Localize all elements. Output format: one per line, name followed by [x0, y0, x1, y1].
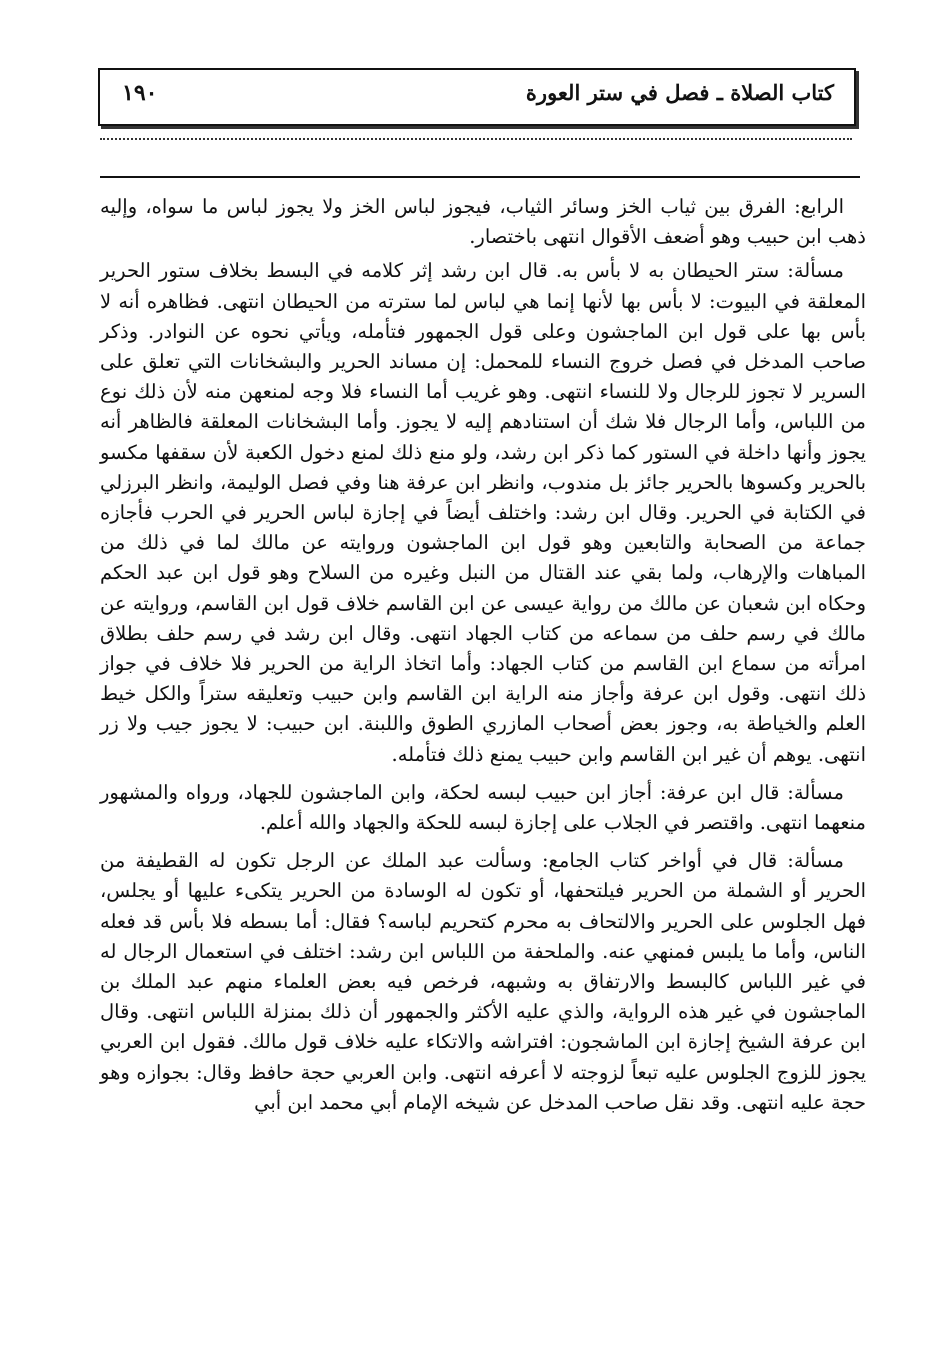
dotted-divider	[100, 138, 852, 140]
header-rule	[100, 176, 860, 178]
paragraph-3: مسألة: قال ابن عرفة: أجاز ابن حبيب لبسه لحكة، وابن الماجشون للجهاد، ورواه والمشهور منعهما انتهى. واقتصر في الجلاب على إجازة لبسه للحكة والجهاد والله أعلم.	[100, 780, 866, 835]
running-header	[98, 68, 856, 126]
paragraph-2: مسألة: ستر الحيطان به لا بأس به. قال ابن رشد إثر كلامه في البسط بخلاف ستور الحرير المعلقة في البيوت: لا بأس بها لأنها إنما هي لباس لما سترته من الحيطان انتهى. فظاهره أنه لا بأس بها على قول ابن الماجشون وعلى قول الجمهور فتأمله، ويأتي نحوه عن النوادر. وذكر صاحب المدخل في فصل خروج النساء للمحمل: إن مساند الحرير والبشخانات التي تعلق على السرير لا تجوز للرجال ولا للنساء انتهى. وهو غريب أما النساء فلا وجه لمنعهن منه لأن ذلك نوع من اللباس، وأما الرجال فلا شك أن استنادهم إليه لا يجوز. وأما البشخانات المعلقة فالظاهر أنه يجوز وأنها داخلة في الستور كما ذكر ابن رشد، ولو منع ذلك لمنع دخول الكعبة لأن سقفها مكسو بالحرير وكسوها بالحرير جائز بل مندوب، وانظر ابن عرفة هنا وفي فصل الوليمة، وانظر البرزلي في الكتابة في الحرير. وقال ابن رشد: واختلف أيضاً في إجازة لباس الحرير في الحرب فأجازه جماعة من الصحابة والتابعين وهو قول ابن الماجشون وروايته عن مالك لما في ذلك من المباهات والإرهاب، ولما بقي عند القتال من النبل وغيره من السلاح وهو قول ابن عبد الحكم وحكاه ابن شعبان عن مالك من رواية عيسى عن ابن القاسم خلاف قول ابن القاسم، وروايته عن مالك في رسم حلف من سماعه من كتاب الجهاد انتهى. وقال ابن رشد في رسم حلف بطلاق امرأته من سماع ابن القاسم من كتاب الجهاد: وأما اتخاذ الراية من الحرير فلا خلاف في جواز ذلك انتهى. وقول ابن عرفة وأجاز منه الراية ابن القاسم وابن حبيب وتعليقه ستراً والكل خيط العلم والخياطة به، وجوز بعض أصحاب المازري الطوق واللبنة. ابن حبيب: لا يجوز جيب ولا زر انتهى. يوهم أن غير ابن القاسم وابن حبيب يمنع ذلك فتأمله.	[100, 259, 866, 766]
paragraph-4: مسألة: قال في أواخر كتاب الجامع: وسألت عبد الملك عن الرجل تكون له القطيفة من الحرير أو الشملة من الحرير فيلتحفها، أو تكون له الوسادة من الحرير يتكىء عليها أو يجلس، فهل الجلوس على الحرير والالتحاف به محرم كتحريم لباسه؟ فقال: أما بسطه فلا بأس قد فعله الناس، وأما ما يلبس فمنهي عنه. والملحفة من اللباس ابن رشد: اختلف في استعمال الرجال له في غير اللباس كالبسط والارتفاق به وشبهه، فرخص فيه بعض العلماء منهم عبد الملك بن الماجشون في غير هذه الرواية، والذي عليه الأكثر والجمهور أن ذلك بمنزلة اللباس انتهى. وقال ابن عرفة الشيخ إجازة ابن الماشجون: افتراشه والاتكاء عليه خلاف قول مالك. فقول ابن العربي يجوز للزوج الجلوس عليه تبعاً لزوجته لا أعرفه انتهى. وابن العربي حجة حافظ وقال: بجوازه وهو حجة عليه انتهى. وقد نقل صاحب المدخل عن شيخه الإمام أبي محمد ابن أبي	[100, 849, 866, 1114]
page-number: ١٩٠	[122, 80, 158, 106]
header-title: كتاب الصلاة ـ فصل في ستر العورة	[525, 80, 834, 105]
body-text	[100, 192, 866, 1122]
paragraph-1: الرابع: الفرق بين ثياب الخز وسائر الثياب، فيجوز لباس الخز ولا يجوز لباس ما سواه، وإليه ذهب ابن حبيب وهو أضعف الأقوال انتهى باختصار.	[100, 195, 866, 249]
